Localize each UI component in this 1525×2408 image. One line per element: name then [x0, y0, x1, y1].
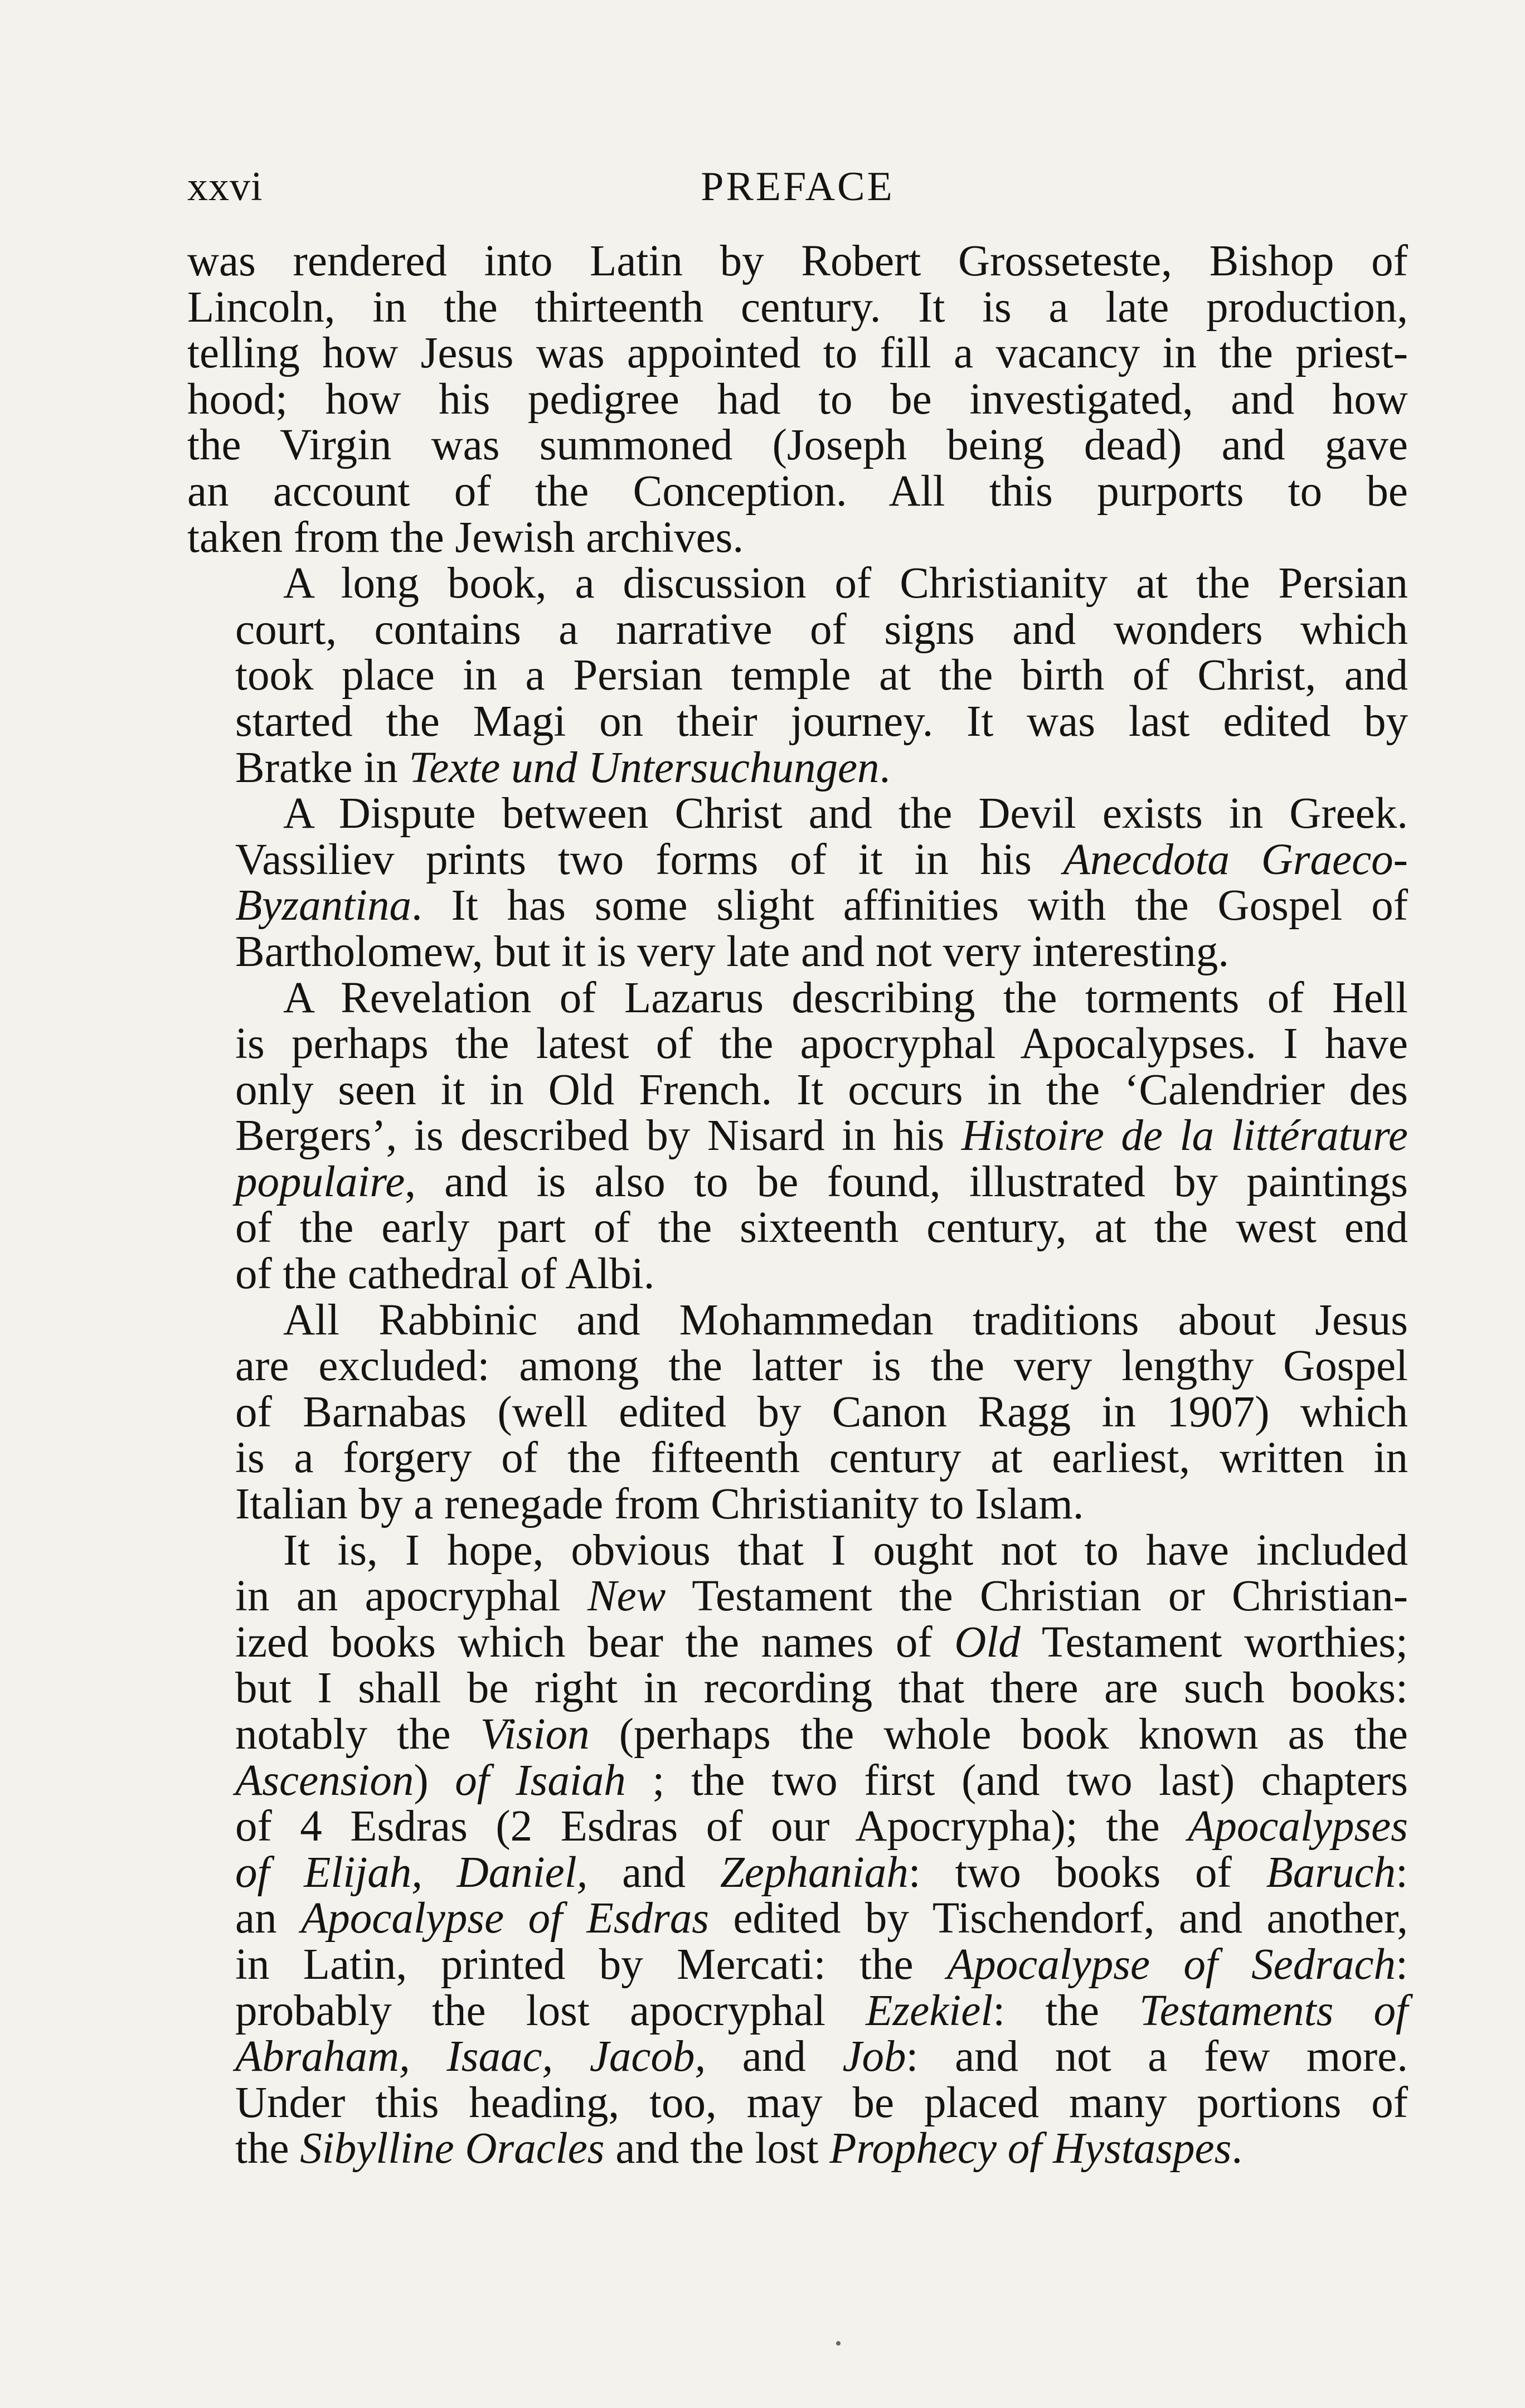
text-line: populaire, and is also to be found, illustrated by paintings: [235, 1157, 1408, 1206]
text-line: A Dispute between Christ and the Devil exists in Greek.: [283, 789, 1408, 838]
text-line: ized books which bear the names of Old Testament worthies;: [235, 1618, 1408, 1667]
text-line: A Revelation of Lazarus describing the torments of Hell: [283, 973, 1408, 1022]
text-line: Bartholomew, but it is very late and not very interesting.: [235, 927, 1229, 976]
text-line: Lincoln, in the thirteenth century. It is a late production,: [187, 283, 1408, 332]
text-line: in an apocryphal New Testament the Christian or Christian-: [235, 1572, 1408, 1621]
text-line: Under this heading, too, may be placed many portions of: [235, 2078, 1408, 2127]
text-line: Bratke in Texte und Untersuchungen.: [235, 743, 891, 792]
paragraph: [187, 561, 1408, 791]
text-line: Abraham, Isaac, Jacob, and Job: and not a few more.: [235, 2032, 1408, 2081]
paragraph: [187, 975, 1408, 1298]
text-line: is a forgery of the fifteenth century at earliest, written in: [235, 1434, 1408, 1483]
text-line: started the Magi on their journey. It was last edited by: [235, 697, 1408, 746]
text-line: of the early part of the sixteenth century, at the west end: [235, 1203, 1408, 1252]
text-line: was rendered into Latin by Robert Grosseteste, Bishop of: [187, 237, 1408, 285]
text-line: Bergers’, is described by Nisard in his Histoire de la littérature: [235, 1111, 1408, 1161]
paragraph: [187, 791, 1408, 975]
body-text: [187, 239, 1408, 2172]
paragraph: [187, 1528, 1408, 2172]
text-line: It is, I hope, obvious that I ought not to have included: [283, 1526, 1408, 1575]
text-line: A long book, a discussion of Christianity at the Persian: [283, 559, 1408, 608]
text-line: notably the Vision (perhaps the whole book known as the: [235, 1710, 1408, 1759]
text-line: Vassiliev prints two forms of it in his Anecdota Graeco-: [235, 835, 1408, 884]
text-line: All Rabbinic and Mohammedan traditions about Jesus: [283, 1295, 1408, 1344]
text-line: of Barnabas (well edited by Canon Ragg in 1907) which: [235, 1387, 1408, 1436]
running-head: PREFACE: [701, 164, 895, 210]
text-line: of 4 Esdras (2 Esdras of our Apocrypha); the Apocalypses: [235, 1802, 1408, 1851]
paragraph: [187, 239, 1408, 561]
text-line: of the cathedral of Albi.: [235, 1250, 655, 1299]
text-line: only seen it in Old French. It occurs in the ‘Calendrier des: [235, 1065, 1408, 1114]
text-line: taken from the Jewish archives.: [187, 513, 744, 562]
text-line: probably the lost apocryphal Ezekiel: the Testaments of: [235, 1986, 1408, 2035]
text-line: hood; how his pedigree had to be investigated, and how: [187, 375, 1408, 424]
text-line: of Elijah, Daniel, and Zephaniah: two books of Baruch:: [235, 1848, 1408, 1897]
text-line: the Sibylline Oracles and the lost Prophecy of Hystaspes.: [235, 2124, 1243, 2173]
text-line: but I shall be right in recording that there are such books:: [235, 1664, 1408, 1713]
text-line: are excluded: among the latter is the very lengthy Gospel: [235, 1342, 1408, 1391]
text-line: is perhaps the latest of the apocryphal Apocalypses. I have: [235, 1019, 1408, 1069]
text-line: Italian by a renegade from Christianity to Islam.: [235, 1480, 1084, 1529]
print-speck: [836, 2341, 841, 2346]
page-header: [187, 156, 1408, 217]
page-number: xxvi: [187, 164, 263, 210]
paragraph: [187, 1295, 1408, 1529]
text-line: in Latin, printed by Mercati: the Apocalypse of Sedrach:: [235, 1940, 1408, 1989]
text-line: Byzantina. It has some slight affinities with the Gospel of: [235, 881, 1408, 930]
text-line: an Apocalypse of Esdras edited by Tischendorf, and another,: [235, 1894, 1408, 1943]
text-line: court, contains a narrative of signs and wonders which: [235, 605, 1408, 654]
text-line: Ascension) of Isaiah ; the two first (and two last) chapters: [235, 1756, 1408, 1805]
text-line: an account of the Conception. All this purports to be: [187, 467, 1408, 516]
text-line: took place in a Persian temple at the birth of Christ, and: [235, 651, 1408, 700]
text-line: the Virgin was summoned (Joseph being dead) and gave: [187, 421, 1408, 470]
text-line: telling how Jesus was appointed to fill a vacancy in the priest-: [187, 329, 1408, 378]
